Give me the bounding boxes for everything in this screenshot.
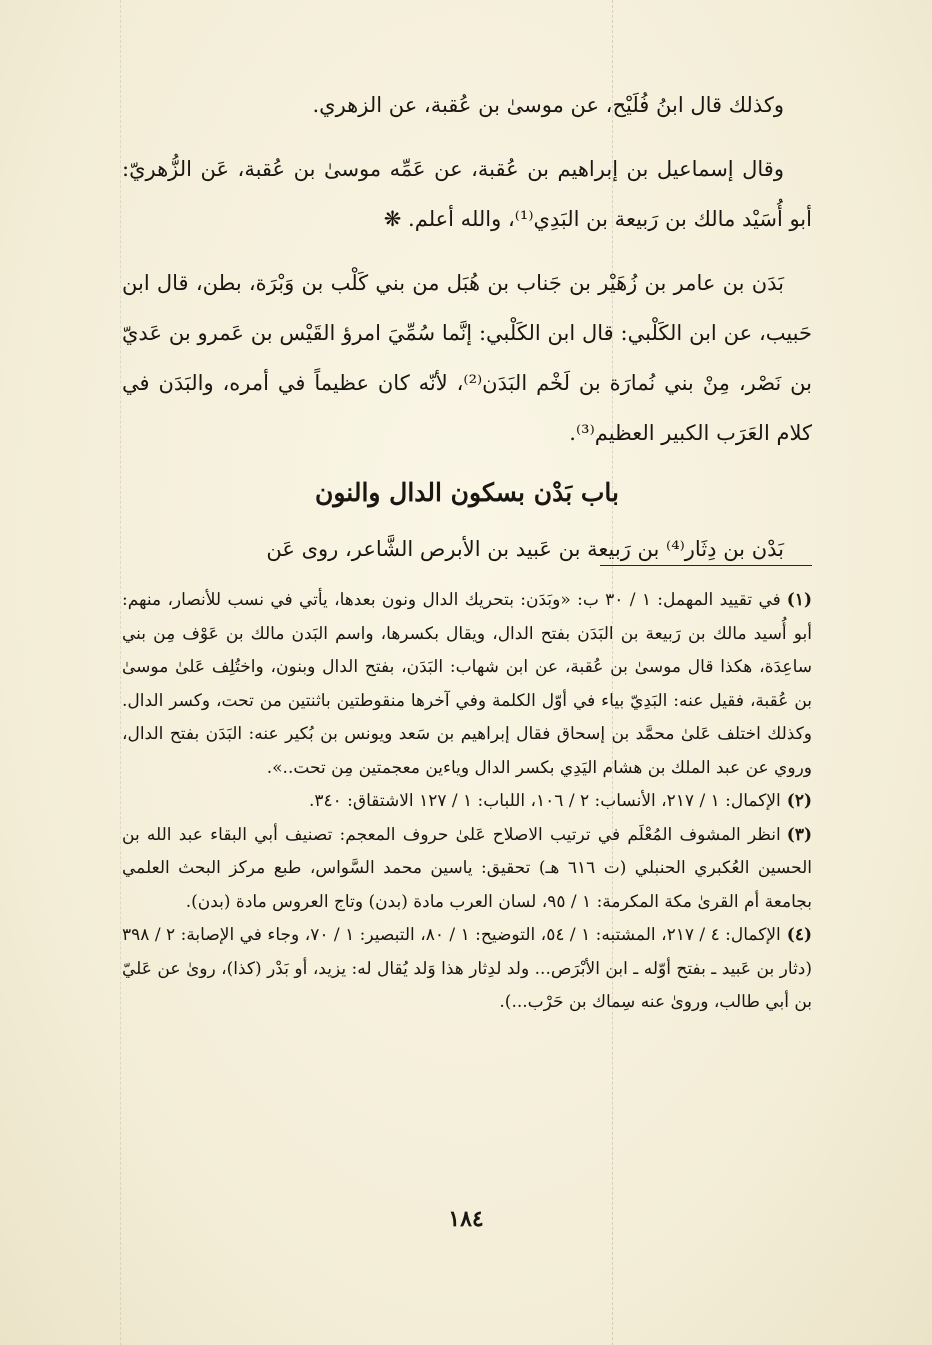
footnotes — [122, 584, 812, 1020]
footnote — [122, 584, 812, 785]
paragraph: وقال إسماعيل بن إبراهيم بن عُقبة، عن عَمِّه موسىٰ بن عُقبة، عَن الزُّهريّ: أبو أُسَيْد مالك بن رَبيعة بن البَدِي⁽¹⁾، والله أعلم. ❋ — [122, 157, 812, 231]
footnote-text: انظر المشوف المُعْلَم في ترتيب الاصلاح عَلىٰ حروف المعجم: تصنيف أبي البقاء عبد الله بن الحسين العُكبري الحنبلي (ت ٦١٦ هـ) تحقيق: ياسين محمد السَّواس، طبع مركز البحث العلمي بجامعة أم القرىٰ مكة المكرمة: ١ / ٩٥، لسان العرب مادة (بدن) وتاج العروس مادة (بدن). — [122, 824, 812, 912]
footnote-separator — [600, 565, 812, 566]
footnote — [122, 819, 812, 920]
paragraph: وكذلك قال ابنُ فُلَيْح، عن موسىٰ بن عُقبة، عن الزهري. — [312, 93, 784, 117]
footnote — [122, 919, 812, 1020]
main-text — [122, 80, 812, 574]
footnote-number: (٢) — [786, 791, 812, 811]
footnote-text: الإكمال: ٤ / ٢١٧، المشتبه: ١ / ٥٤، التوضيح: ١ / ٨٠، التبصير: ١ / ٧٠، وجاء في الإصابة: ٢ / ٣٩٨ (دثار بن عَبيد ـ بفتح أوّله ـ ابن الأبْرَص... ولد لدِثار هذا وَلد يُقال له: يزيد، أو بَدْر (كذا)، روىٰ عن عَليّ بن أبي طالب، وروىٰ عنه سِماك بن حَرْب...). — [122, 925, 812, 1012]
page-fold-line — [120, 0, 121, 1345]
footnote-text: الإكمال: ١ / ٢١٧، الأنساب: ٢ / ١٠٦، اللباب: ١ / ١٢٧ الاشتقاق: ٣٤٠. — [308, 791, 781, 811]
footnote-number: (١) — [786, 590, 812, 610]
section-title: باب بَدْن بسكون الدال والنون — [315, 478, 619, 507]
footnote-text: في تقييد المهمل: ١ / ٣٠ ب: «وبَدَن: بتحريك الدال ونون بعدها، يأتي في نسب للأنصار، منهم: أبو أُسيد مالك بن رَبيعة بن البَدَن بفتح الدال، ويقال بكسرها، واسم البَدن مالك بن عَوْف مِن بني ساعِدَة، هكذا قال موسىٰ بن عُقبة، عن ابن شهاب: البَدَن، بفتح الدال وبنون، واختُلِف عَلىٰ موسىٰ بن عُقبة، فقيل عنه: البَدِيّ بياء في أوّل الكلمة وفي آخرها منقوطتين باثنتين من تحت، وكسر الدال. وكذلك اختلف عَلىٰ محمَّد بن إسحاق فقال إبراهيم بن سَعد ويونس بن بُكير عنه: البَدَن بفتح الدال، وروي عن عبد الملك بن هشام اليَدِي بكسر الدال وياءين معجمتين مِن تحت..». — [122, 590, 812, 778]
page-number: ١٨٤ — [448, 1206, 484, 1232]
footnote-number: (٣) — [786, 824, 812, 845]
footnote — [122, 785, 812, 819]
paragraph: بَدَن بن عامر بن زُهَيْر بن جَناب بن هُبَل من بني كَلْب بن وَبْرَة، بطن، قال ابن حَبيب، عن ابن الكَلْبي: قال ابن الكَلْبي: إنَّما سُمِّيَ امرؤ القَيْس بن عَمرو بن عَديّ بن نَصْر، مِنْ بني نُمارَة بن لَخْم البَدَن⁽²⁾، لأنّه كان عظيماً في أمره، والبَدَن في كلام العَرَب الكبير العظيم⁽³⁾. — [122, 271, 813, 445]
footnote-number: (٤) — [786, 925, 812, 945]
paragraph: بَدْن بن دِثَار⁽⁴⁾ بن رَبيعة بن عَبيد بن الأبرص الشَّاعر، روى عَن — [266, 537, 784, 561]
